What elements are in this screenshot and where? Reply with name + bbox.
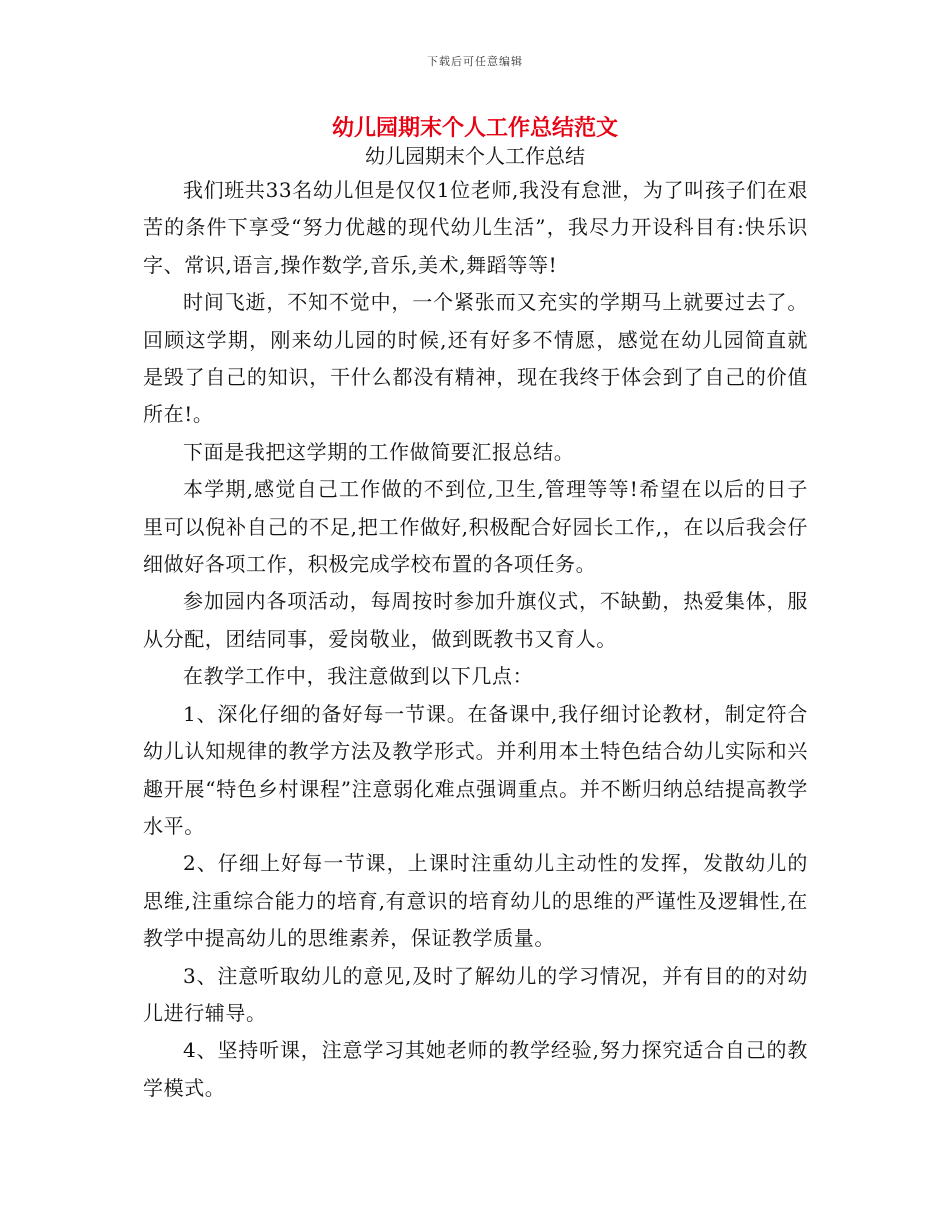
paragraph: 我们班共33名幼儿但是仅仅1位老师,我没有怠泄，为了叫孩子们在艰苦的条件下享受“努力优越的现代幼儿生活”，我尽力开设科目有:快乐识字、常识,语言,操作数学,音乐,美术,舞蹈等等! [143,178,808,277]
list-item: 4、坚持听课，注意学习其她老师的教学经验,努力探究适合自己的教学模式。 [143,1038,808,1100]
paragraph: 下面是我把这学期的工作做简要汇报总结。 [183,439,575,464]
paragraph: 参加园内各项活动，每周按时参加升旗仪式，不缺勤，热爱集体，服从分配，团结同事，爱岗敬业，做到既教书又育人。 [143,589,808,651]
list-item: 3、注意听取幼儿的意见,及时了解幼儿的学习情况，并有目的的对幼儿进行辅导。 [143,963,808,1025]
document-title: 幼儿园期末个人工作总结范文 [331,115,618,141]
page-header-note: 下载后可任意编辑 [427,55,523,68]
document-body [143,172,808,1107]
document-subtitle: 幼儿园期末个人工作总结 [365,144,585,168]
list-item: 2、仔细上好每一节课，上课时注重幼儿主动性的发挥，发散幼儿的思维,注重综合能力的培育,有意识的培育幼儿的思维的严谨性及逻辑性,在教学中提高幼儿的思维素养，保证教学质量。 [143,851,808,951]
paragraph: 时间飞逝，不知不觉中，一个紧张而又充实的学期马上就要过去了。回顾这学期，刚来幼儿园的时候,还有好多不情愿，感觉在幼儿园简直就是毁了自己的知识，干什么都没有精神，现在我终于体会到了自己的价值所在!。 [143,290,808,427]
paragraph: 在教学工作中，我注意做到以下几点： [183,664,534,689]
paragraph: 本学期,感觉自己工作做的不到位,卫生,管理等等!希望在以后的日子里可以倪补自己的不足,把工作做好,积极配合好园长工作,，在以后我会仔细做好各项工作，积极完成学校布置的各项任务。 [143,477,808,577]
list-item: 1、深化仔细的备好每一节课。在备课中,我仔细讨论教材，制定符合幼儿认知规律的教学方法及教学形式。并利用本土特色结合幼儿实际和兴趣开展“特色乡村课程”注意弱化难点强调重点。并不断归纳总结提高教学水平。 [143,701,808,838]
